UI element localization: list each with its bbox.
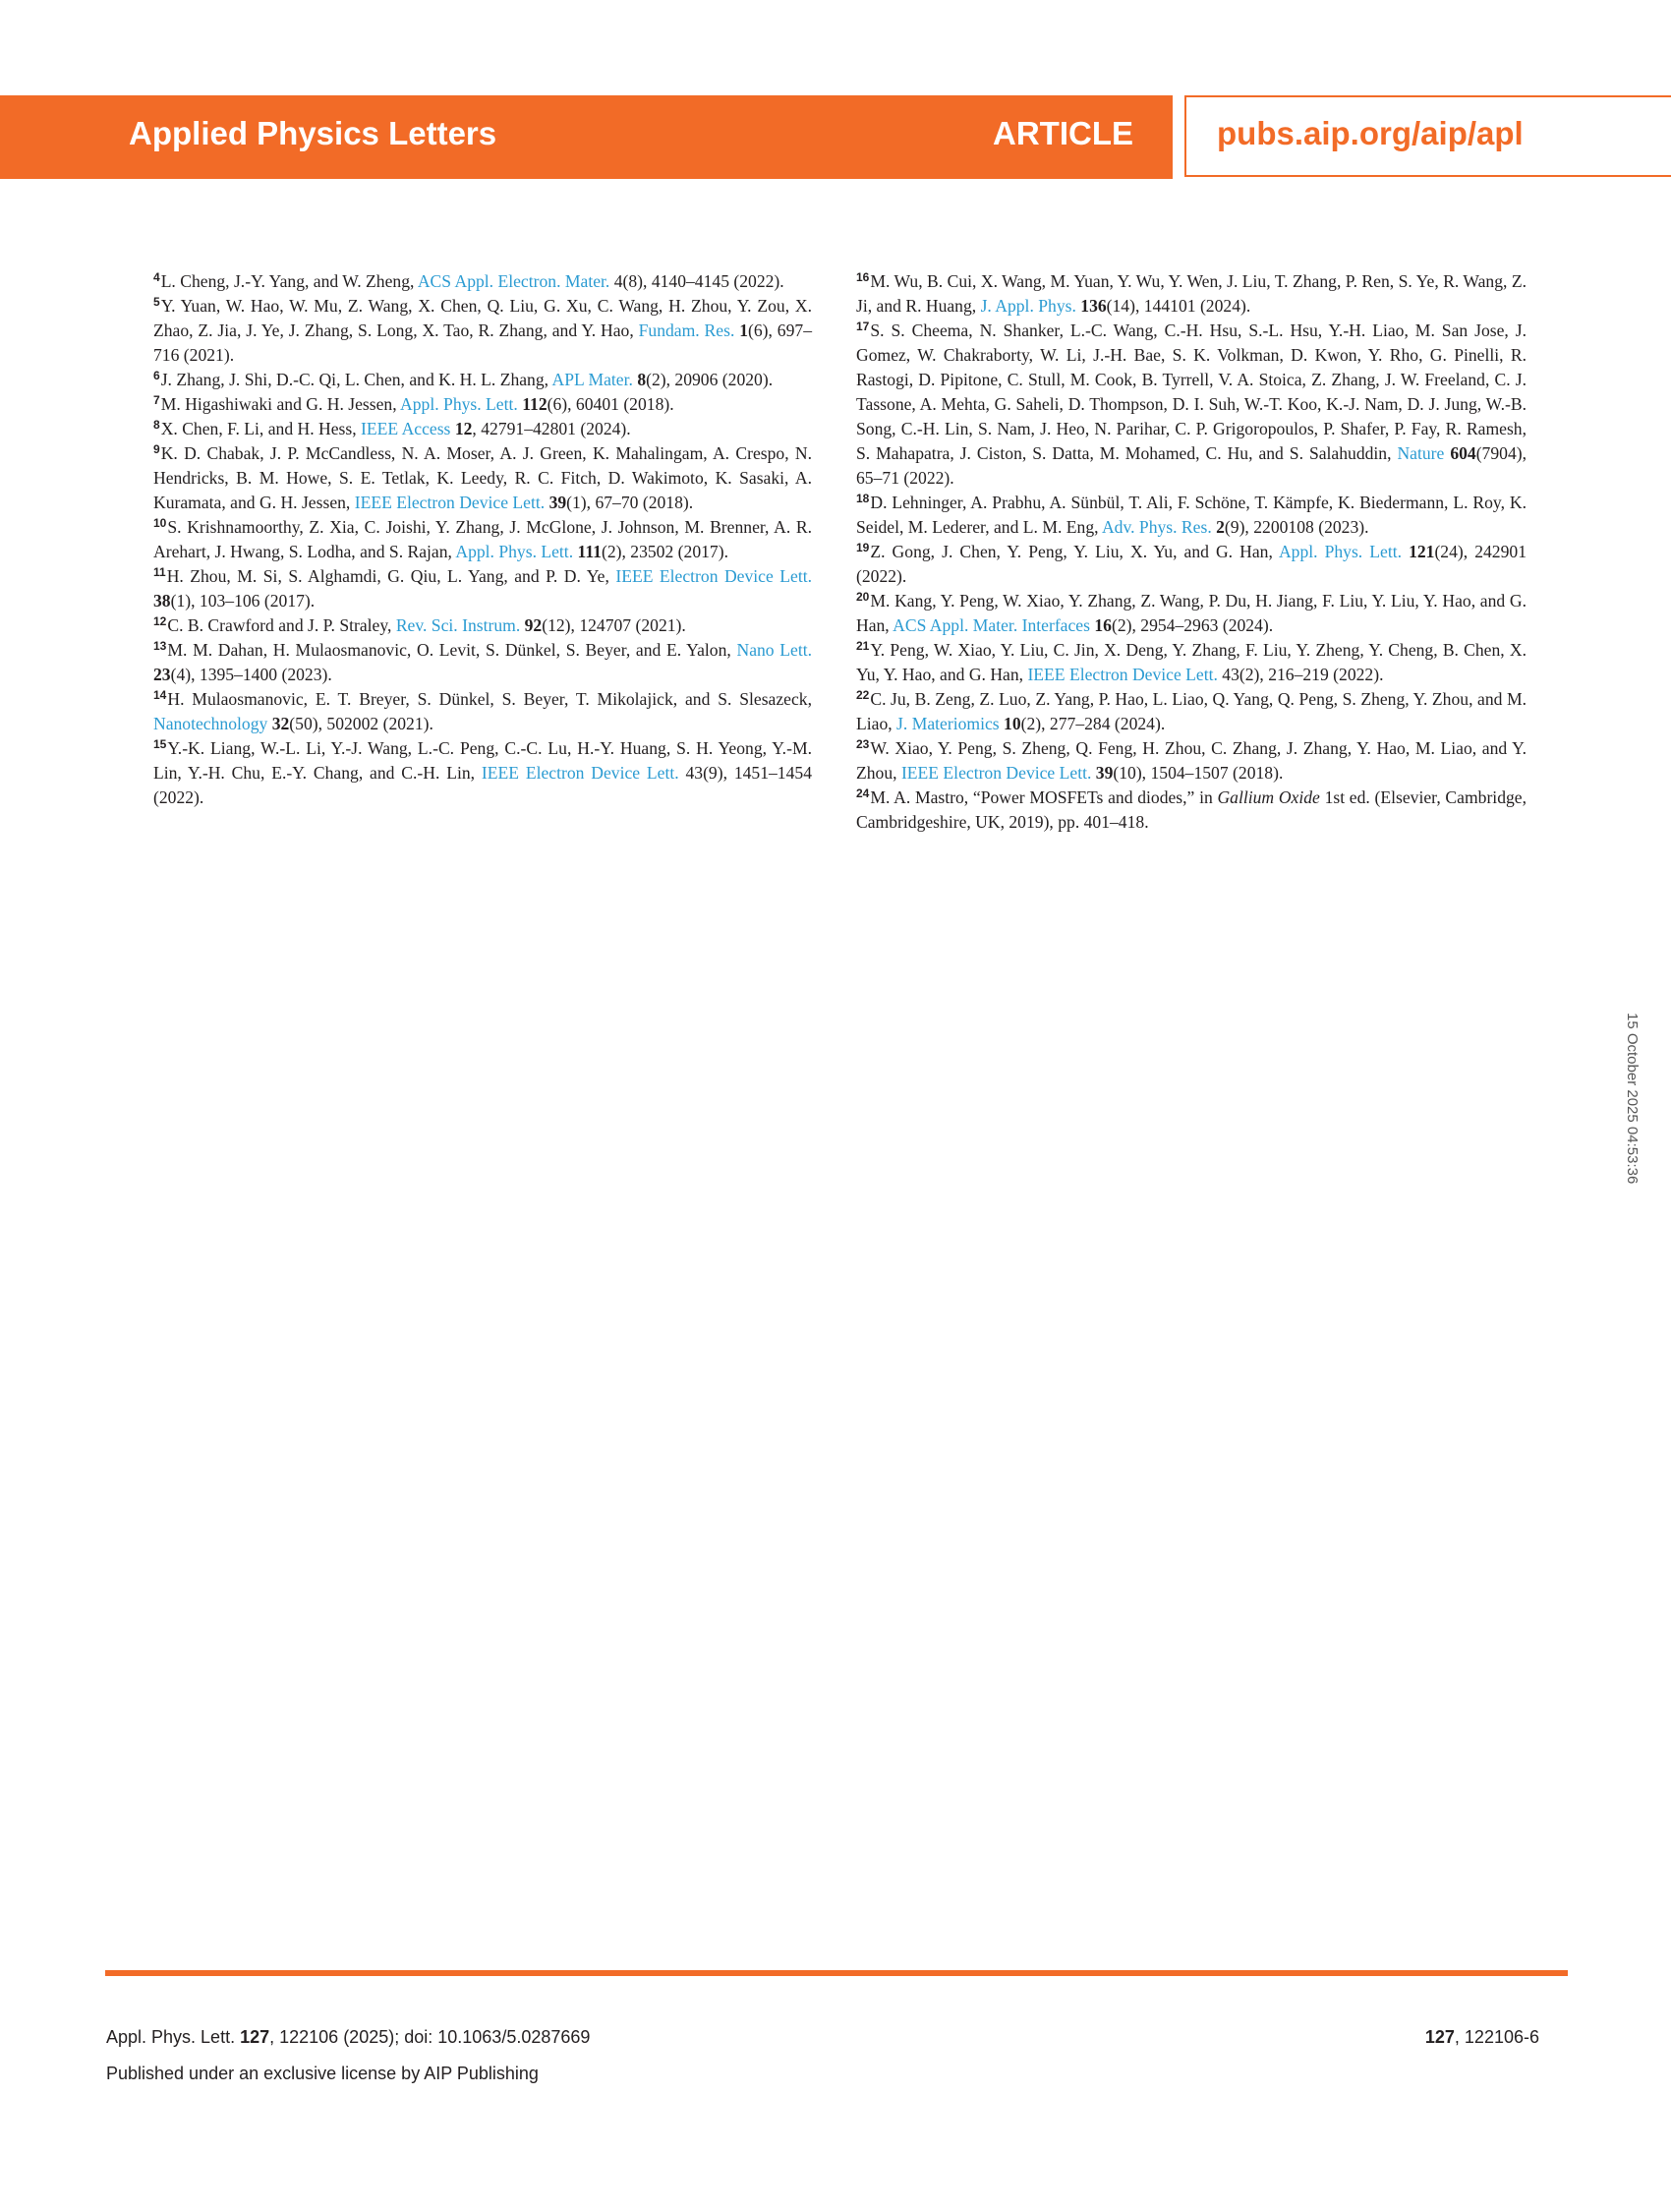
reference-item (153, 417, 812, 441)
reference-item (856, 319, 1527, 491)
reference-text: (12), 124707 (2021). (542, 615, 686, 635)
reference-text: Y. Peng, W. Xiao, Y. Liu, C. Jin, X. Deng, Y. Zhang, F. Liu, Y. Zheng, Y. Cheng, B. Chen, X. Yu, Y. Hao, and G. Han, (856, 640, 1527, 684)
journal-link[interactable]: J. Appl. Phys. (980, 296, 1076, 316)
volume-number: 12 (454, 419, 473, 438)
reference-number: 19 (856, 541, 870, 554)
reference-text: (7904), 65–71 (2022). (856, 443, 1527, 488)
reference-number: 14 (153, 688, 167, 702)
reference-item (856, 491, 1527, 540)
volume-number: 112 (522, 394, 547, 414)
reference-text: 4(8), 4140–4145 (2022). (609, 271, 784, 291)
reference-item (153, 638, 812, 687)
reference-number: 18 (856, 492, 870, 505)
reference-number: 13 (153, 639, 167, 653)
citation-details: , 122106 (2025); doi: 10.1063/5.0287669 (269, 2027, 591, 2047)
reference-number: 10 (153, 516, 167, 530)
reference-text: J. Zhang, J. Shi, D.-C. Qi, L. Chen, and K. H. L. Zhang, (160, 370, 552, 389)
reference-text: (2), 2954–2963 (2024). (1111, 615, 1274, 635)
reference-text: 43(2), 216–219 (2022). (1217, 665, 1384, 684)
reference-number: 20 (856, 590, 870, 604)
reference-number: 16 (856, 270, 870, 284)
reference-number: 12 (153, 614, 167, 628)
journal-link[interactable]: IEEE Electron Device Lett. (354, 493, 546, 512)
reference-number: 6 (153, 369, 160, 382)
journal-link[interactable]: Appl. Phys. Lett. (455, 542, 574, 561)
volume-number: 8 (637, 370, 647, 389)
journal-link[interactable]: Adv. Phys. Res. (1101, 517, 1212, 537)
reference-number: 9 (153, 442, 160, 456)
journal-link[interactable]: APL Mater. (551, 370, 633, 389)
reference-item (856, 540, 1527, 589)
reference-text: M. Wu, B. Cui, X. Wang, M. Yuan, Y. Wu, Y. Wen, J. Liu, T. Zhang, P. Ren, S. Ye, R. Wang, Z. Ji, and R. Huang, (856, 271, 1527, 316)
journal-link[interactable]: ACS Appl. Electron. Mater. (417, 271, 610, 291)
reference-text: Z. Gong, J. Chen, Y. Peng, Y. Liu, X. Yu, and G. Han, (870, 542, 1279, 561)
reference-item (856, 736, 1527, 786)
article-type-label: ARTICLE (993, 115, 1133, 151)
reference-text: , 42791–42801 (2024). (472, 419, 631, 438)
volume-number: 10 (1004, 714, 1021, 733)
reference-text: M. M. Dahan, H. Mulaosmanovic, O. Levit, S. Dünkel, S. Beyer, and E. Yalon, (167, 640, 737, 660)
reference-item (856, 638, 1527, 687)
reference-item (856, 786, 1527, 835)
volume-number: 121 (1409, 542, 1435, 561)
reference-item (153, 392, 812, 417)
journal-link[interactable]: Nano Lett. (736, 640, 812, 660)
citation-journal: Appl. Phys. Lett. (106, 2027, 241, 2047)
reference-text: L. Cheng, J.-Y. Yang, and W. Zheng, (160, 271, 418, 291)
reference-text: (2), 277–284 (2024). (1020, 714, 1166, 733)
reference-item (153, 613, 812, 638)
citation-volume: 127 (240, 2027, 270, 2047)
reference-text: C. B. Crawford and J. P. Straley, (167, 615, 396, 635)
journal-link[interactable]: IEEE Electron Device Lett. (615, 566, 812, 586)
reference-number: 5 (153, 295, 160, 309)
book-title: Gallium Oxide (1217, 787, 1320, 807)
reference-text: M. Kang, Y. Peng, W. Xiao, Y. Zhang, Z. Wang, P. Du, H. Jiang, F. Liu, Y. Liu, Y. Hao, and G. Han, (856, 591, 1527, 635)
reference-text: (24), 242901 (2022). (856, 542, 1527, 586)
reference-item (856, 269, 1527, 319)
volume-number: 1 (739, 320, 749, 340)
volume-number: 111 (577, 542, 602, 561)
reference-text: M. Higashiwaki and G. H. Jessen, (160, 394, 401, 414)
reference-text: (9), 2200108 (2023). (1224, 517, 1369, 537)
download-timestamp: 15 October 2025 04:53:36 (1624, 1013, 1641, 1185)
reference-item (153, 515, 812, 564)
journal-title: Applied Physics Letters (129, 115, 497, 151)
reference-text: (2), 20906 (2020). (646, 370, 774, 389)
reference-text: (1), 67–70 (2018). (566, 493, 694, 512)
reference-text: (6), 60401 (2018). (547, 394, 674, 414)
reference-item (153, 441, 812, 515)
journal-link[interactable]: Nanotechnology (153, 714, 268, 733)
footer-page-number (1425, 2027, 1539, 2048)
volume-number: 38 (153, 591, 171, 611)
reference-text: 1st ed. (Elsevier, Cambridge, Cambridgeshire, UK, 2019), pp. 401–418. (856, 787, 1527, 832)
reference-number: 22 (856, 688, 870, 702)
reference-item (153, 368, 812, 392)
reference-item (856, 687, 1527, 736)
journal-link[interactable]: Nature (1397, 443, 1445, 463)
reference-number: 8 (153, 418, 160, 432)
reference-text: S. Krishnamoorthy, Z. Xia, C. Joishi, Y. Zhang, J. McGlone, J. Johnson, M. Brenner, A. R. Arehart, J. Hwang, S. Lodha, and S. Rajan, (153, 517, 812, 561)
journal-link[interactable]: Appl. Phys. Lett. (1278, 542, 1402, 561)
reference-text: (10), 1504–1507 (2018). (1113, 763, 1284, 783)
reference-item (153, 736, 812, 810)
journal-link[interactable]: Appl. Phys. Lett. (400, 394, 518, 414)
reference-text: K. D. Chabak, J. P. McCandless, N. A. Moser, A. J. Green, K. Mahalingam, A. Crespo, N. Hendricks, B. M. Howe, S. E. Tetlak, K. Leedy, R. C. Fitch, D. Wakimoto, K. Sasaki, A. Kuramata, and G. H. Jessen, (153, 443, 812, 512)
references-right-column (856, 269, 1527, 835)
volume-number: 2 (1216, 517, 1225, 537)
reference-number: 23 (856, 737, 870, 751)
journal-link[interactable]: IEEE Electron Device Lett. (481, 763, 679, 783)
journal-link[interactable]: Rev. Sci. Instrum. (395, 615, 521, 635)
page-volume: 127 (1424, 2027, 1455, 2047)
journal-link[interactable]: Fundam. Res. (638, 320, 735, 340)
reference-text: (2), 23502 (2017). (601, 542, 728, 561)
reference-item (856, 589, 1527, 638)
volume-number: 92 (524, 615, 543, 635)
reference-item (153, 564, 812, 613)
reference-text: Y. Yuan, W. Hao, W. Mu, Z. Wang, X. Chen, Q. Liu, G. Xu, C. Wang, H. Zhou, Y. Zou, X. Zhao, Z. Jia, J. Ye, J. Zhang, S. Long, X. Tao, R. Zhang, and Y. Hao, (153, 296, 812, 340)
footer-divider (105, 1970, 1568, 1976)
reference-number: 21 (856, 639, 870, 653)
reference-text: S. S. Cheema, N. Shanker, L.-C. Wang, C.-H. Hsu, S.-L. Hsu, Y.-H. Liao, M. San Jose, J. Gomez, W. Chakraborty, W. Li, J.-H. Bae, S. K. Volkman, D. Kwon, Y. Rho, G. Pinelli, R. Rastogi, D. Pipitone, C. Stull, M. Cook, B. Tyrrell, V. A. Stoica, Z. Zhang, J. W. Freeland, C. J. Tassone, A. Mehta, G. Saheli, D. Thompson, D. I. Suh, W.-T. Koo, K.-J. Nam, D. J. Jung, W.-B. Song, C.-H. Lin, S. Nam, J. Heo, N. Parihar, C. P. Grigoropoulos, P. Shafer, P. Fay, R. Ramesh, S. Mahapatra, J. Ciston, S. Datta, M. Mohamed, C. Hu, and S. Salahuddin, (856, 320, 1527, 463)
page-number: , 122106-6 (1454, 2027, 1539, 2047)
reference-text: H. Mulaosmanovic, E. T. Breyer, S. Dünkel, S. Beyer, T. Mikolajick, and S. Slesazeck, (167, 689, 812, 709)
reference-text: (50), 502002 (2021). (289, 714, 433, 733)
volume-number: 136 (1080, 296, 1107, 316)
reference-text: 43(9), 1451–1454 (2022). (153, 763, 812, 807)
reference-text: D. Lehninger, A. Prabhu, A. Sünbül, T. Ali, F. Schöne, T. Kämpfe, K. Biedermann, L. Roy, K. Seidel, M. Lederer, and L. M. Eng, (856, 493, 1527, 537)
reference-text: Y.-K. Liang, W.-L. Li, Y.-J. Wang, L.-C. Peng, C.-C. Lu, H.-Y. Huang, S. H. Yeong, Y.-M. Lin, Y.-H. Chu, E.-Y. Chang, and C.-H. Lin, (153, 738, 812, 783)
reference-number: 4 (153, 270, 160, 284)
reference-number: 15 (153, 737, 167, 751)
reference-item (153, 294, 812, 368)
volume-number: 604 (1450, 443, 1476, 463)
reference-text: X. Chen, F. Li, and H. Hess, (160, 419, 362, 438)
volume-number: 32 (271, 714, 290, 733)
reference-number: 7 (153, 393, 160, 407)
journal-link[interactable]: IEEE Access (361, 419, 451, 438)
references-left-column (153, 269, 812, 810)
volume-number: 39 (548, 493, 567, 512)
reference-text: (4), 1395–1400 (2023). (170, 665, 332, 684)
reference-text: (6), 697–716 (2021). (153, 320, 812, 365)
journal-link[interactable]: IEEE Electron Device Lett. (1027, 665, 1218, 684)
reference-number: 24 (856, 786, 870, 800)
volume-number: 39 (1095, 763, 1114, 783)
reference-text: (14), 144101 (2024). (1106, 296, 1251, 316)
reference-text (1402, 542, 1409, 561)
reference-text: C. Ju, B. Zeng, Z. Luo, Z. Yang, P. Hao, L. Liao, Q. Yang, Q. Peng, S. Zheng, Y. Zhou, and M. Liao, (856, 689, 1527, 733)
footer-citation (106, 2027, 590, 2048)
journal-url-link[interactable]: pubs.aip.org/aip/apl (1217, 115, 1524, 151)
reference-item (153, 269, 812, 294)
volume-number: 16 (1094, 615, 1112, 635)
reference-text: W. Xiao, Y. Peng, S. Zheng, Q. Feng, H. Zhou, C. Zhang, J. Zhang, Y. Hao, M. Liao, and Y. Zhou, (856, 738, 1527, 783)
journal-link[interactable]: ACS Appl. Mater. Interfaces (893, 615, 1090, 635)
journal-link[interactable]: IEEE Electron Device Lett. (900, 763, 1092, 783)
journal-link[interactable]: J. Materiomics (896, 714, 1000, 733)
reference-number: 17 (856, 320, 870, 333)
footer-license: Published under an exclusive license by AIP Publishing (106, 2064, 539, 2083)
reference-number: 11 (153, 565, 166, 579)
reference-item (153, 687, 812, 736)
volume-number: 23 (153, 665, 171, 684)
reference-text: (1), 103–106 (2017). (170, 591, 316, 611)
reference-text: H. Zhou, M. Si, S. Alghamdi, G. Qiu, L. Yang, and P. D. Ye, (166, 566, 616, 586)
reference-text: M. A. Mastro, “Power MOSFETs and diodes,” in (870, 787, 1218, 807)
